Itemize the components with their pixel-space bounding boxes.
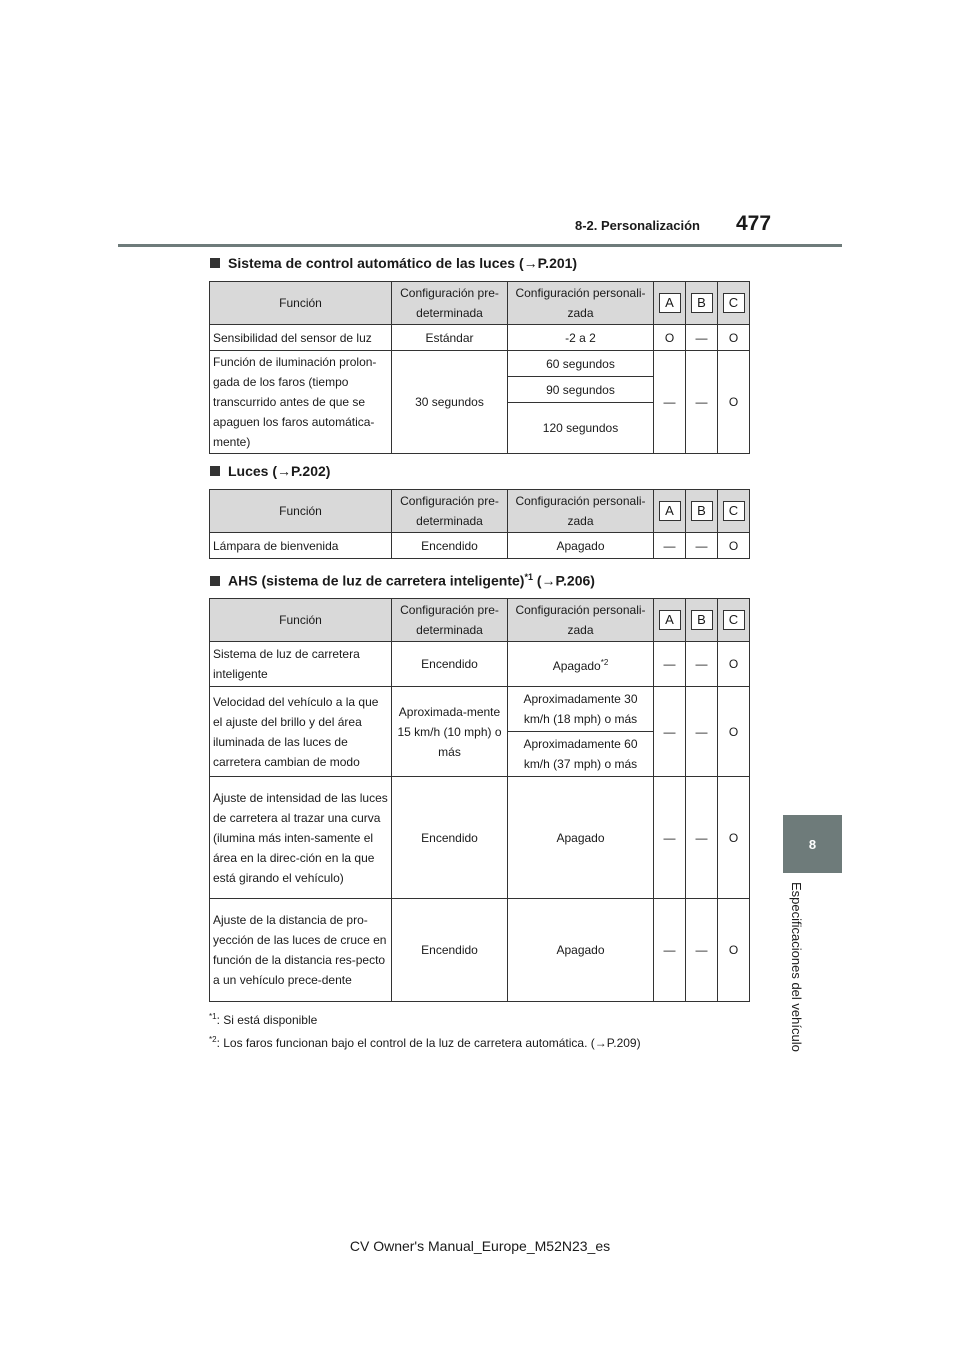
header-divider bbox=[118, 244, 842, 247]
box-a: A bbox=[659, 610, 681, 630]
footnote-mark: *1 bbox=[209, 1012, 217, 1021]
header-b bbox=[686, 490, 718, 533]
header-default: Configuración pre-determinada bbox=[392, 282, 508, 325]
section-title: Sistema de control automático de las luces (→P.201) bbox=[228, 255, 578, 271]
box-c: C bbox=[723, 293, 745, 313]
box-b: B bbox=[691, 293, 713, 313]
cell-funcion: Sistema de luz de carretera inteligente bbox=[210, 642, 392, 687]
cell-default: Encendido bbox=[392, 533, 508, 559]
table-row bbox=[210, 533, 750, 559]
cell-custom: Aproximadamente 30 km/h (18 mph) o más bbox=[508, 687, 654, 732]
box-b: B bbox=[691, 610, 713, 630]
cell-custom: Apagado bbox=[508, 899, 654, 1002]
header-custom: Configuración personali-zada bbox=[508, 490, 654, 533]
header-a bbox=[654, 599, 686, 642]
cell-a: — bbox=[654, 351, 686, 454]
cell-custom bbox=[508, 642, 654, 687]
header-c bbox=[718, 282, 750, 325]
bullet-square-icon bbox=[210, 258, 220, 268]
cell-b: — bbox=[686, 325, 718, 351]
box-c: C bbox=[723, 610, 745, 630]
bullet-square-icon bbox=[210, 576, 220, 586]
box-a: A bbox=[659, 293, 681, 313]
cell-custom: 120 segundos bbox=[508, 403, 654, 454]
table-luces bbox=[209, 489, 750, 559]
header-funcion: Función bbox=[210, 599, 392, 642]
table-row bbox=[210, 899, 750, 1002]
cell-default: Encendido bbox=[392, 642, 508, 687]
table-header-row bbox=[210, 599, 750, 642]
cell-b: — bbox=[686, 642, 718, 687]
cell-b: — bbox=[686, 899, 718, 1002]
cell-c: O bbox=[718, 351, 750, 454]
cell-a: — bbox=[654, 642, 686, 687]
cell-b: — bbox=[686, 351, 718, 454]
table-row bbox=[210, 325, 750, 351]
header-c bbox=[718, 490, 750, 533]
footnote-ref: *1 bbox=[524, 572, 533, 582]
cell-custom: 90 segundos bbox=[508, 377, 654, 403]
cell-b: — bbox=[686, 533, 718, 559]
cell-funcion: Ajuste de intensidad de las luces de carretera al trazar una curva (ilumina más inten-samente el área en la direc-ción en la que está girando el vehículo) bbox=[210, 777, 392, 899]
chapter-tab bbox=[783, 815, 842, 873]
header-c bbox=[718, 599, 750, 642]
cell-custom: Aproximadamente 60 km/h (37 mph) o más bbox=[508, 732, 654, 777]
cell-custom: Apagado bbox=[508, 777, 654, 899]
bullet-square-icon bbox=[210, 466, 220, 476]
footnote-ref: *2 bbox=[600, 657, 609, 667]
header-custom: Configuración personali-zada bbox=[508, 282, 654, 325]
header-funcion: Función bbox=[210, 282, 392, 325]
cell-b: — bbox=[686, 687, 718, 777]
cell-custom: -2 a 2 bbox=[508, 325, 654, 351]
cell-a: — bbox=[654, 533, 686, 559]
cell-custom-text: Apagado bbox=[552, 658, 601, 673]
section-title: Luces (→P.202) bbox=[228, 463, 331, 479]
table-ahs bbox=[209, 598, 750, 1002]
cell-default: Encendido bbox=[392, 899, 508, 1002]
cell-default: Estándar bbox=[392, 325, 508, 351]
cell-custom: 60 segundos bbox=[508, 351, 654, 377]
box-c: C bbox=[723, 501, 745, 521]
page-number: 477 bbox=[736, 212, 772, 235]
page-footer: CV Owner's Manual_Europe_M52N23_es bbox=[349, 1238, 611, 1254]
cell-c: O bbox=[718, 899, 750, 1002]
footnote-2 bbox=[209, 1035, 641, 1050]
section-title: AHS (sistema de luz de carretera inteligente) bbox=[228, 572, 525, 589]
section-header: 8-2. Personalización bbox=[575, 218, 700, 233]
cell-a: — bbox=[654, 687, 686, 777]
cell-funcion: Ajuste de la distancia de pro-yección de las luces de cruce en función de la distancia res-pecto a un vehículo prece-dente bbox=[210, 899, 392, 1002]
footnote-text: : Los faros funcionan bajo el control de la luz de carretera automática. (→P.209) bbox=[216, 1036, 641, 1050]
table-row bbox=[210, 642, 750, 687]
table-row bbox=[210, 777, 750, 899]
header-custom: Configuración personali-zada bbox=[508, 599, 654, 642]
header-b bbox=[686, 599, 718, 642]
chapter-side-title: Especificaciones del vehículo bbox=[789, 882, 804, 1052]
table-row bbox=[210, 687, 750, 732]
cell-default: 30 segundos bbox=[392, 351, 508, 454]
table-auto-lights bbox=[209, 281, 750, 454]
cell-c: O bbox=[718, 325, 750, 351]
cell-c: O bbox=[718, 642, 750, 687]
section-heading-auto-lights bbox=[210, 255, 577, 271]
cell-default: Encendido bbox=[392, 777, 508, 899]
cell-funcion: Velocidad del vehículo a la que el ajuste del brillo y del área iluminada de las luces de carretera cambian de modo bbox=[210, 687, 392, 777]
cell-default: Aproximada-mente 15 km/h (10 mph) o más bbox=[392, 687, 508, 777]
cell-custom: Apagado bbox=[508, 533, 654, 559]
section-heading-luces bbox=[210, 463, 330, 479]
header-a bbox=[654, 282, 686, 325]
cell-c: O bbox=[718, 687, 750, 777]
box-b: B bbox=[691, 501, 713, 521]
cell-c: O bbox=[718, 533, 750, 559]
cell-funcion: Función de iluminación prolon-gada de los faros (tiempo transcurrido antes de que se apaguen los faros automática-mente) bbox=[210, 351, 392, 454]
footnote-1 bbox=[209, 1012, 317, 1027]
table-header-row bbox=[210, 282, 750, 325]
table-header-row bbox=[210, 490, 750, 533]
header-default: Configuración pre-determinada bbox=[392, 599, 508, 642]
cell-a: — bbox=[654, 777, 686, 899]
footnote-text: : Si está disponible bbox=[216, 1013, 318, 1027]
cell-c: O bbox=[718, 777, 750, 899]
chapter-number: 8 bbox=[808, 836, 817, 852]
header-funcion: Función bbox=[210, 490, 392, 533]
footnote-mark: *2 bbox=[209, 1035, 217, 1044]
section-heading-ahs bbox=[210, 572, 595, 589]
table-row bbox=[210, 351, 750, 377]
cell-funcion: Lámpara de bienvenida bbox=[210, 533, 392, 559]
header-b bbox=[686, 282, 718, 325]
cell-b: — bbox=[686, 777, 718, 899]
cell-a: O bbox=[654, 325, 686, 351]
cell-funcion: Sensibilidad del sensor de luz bbox=[210, 325, 392, 351]
cell-a: — bbox=[654, 899, 686, 1002]
header-default: Configuración pre-determinada bbox=[392, 490, 508, 533]
header-a bbox=[654, 490, 686, 533]
section-ref: (→P.206) bbox=[532, 572, 595, 589]
box-a: A bbox=[659, 501, 681, 521]
